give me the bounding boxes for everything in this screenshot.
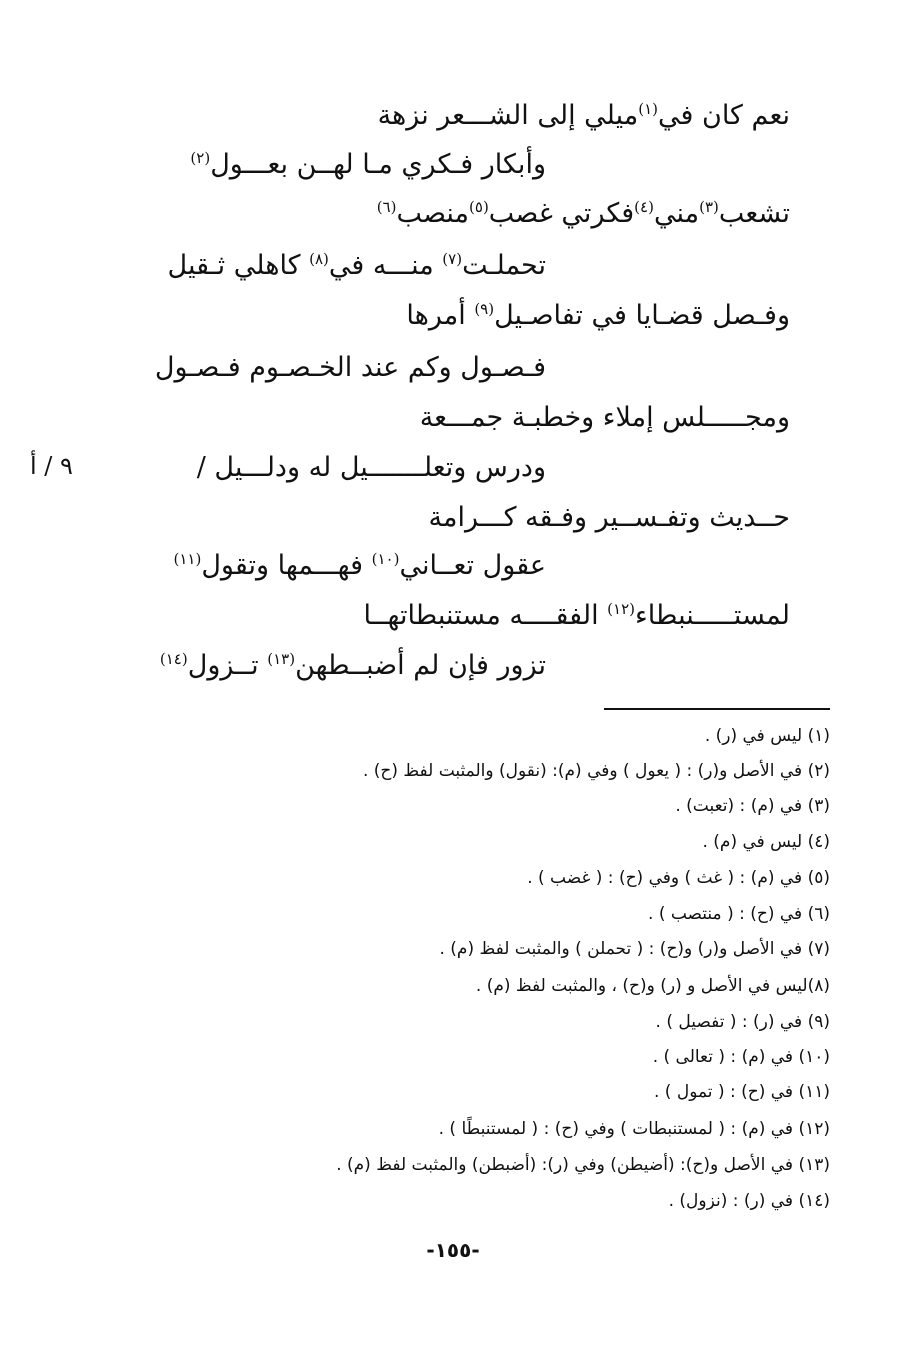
verse-text: وفـصل قضـايا في تفاصـيل <box>494 300 790 331</box>
verse-line-6 <box>155 350 546 386</box>
verse-text: وأبكار فـكري مـا لهــن بعـــول <box>210 149 546 180</box>
footnote-2: (٢) في الأصل و(ر) : ( يعول ) وفي (م): (نقول) والمثبت لفظ (ح) . <box>362 761 830 781</box>
verse-text: أمرها <box>406 300 475 331</box>
verse-text: حــديث وتفـســير وفـقه كـــرامة <box>428 502 790 533</box>
footnote-marker: (٨) <box>309 250 329 268</box>
footnote-9: (٩) في (ر) : ( تفصيل ) . <box>655 1012 830 1032</box>
footnote-marker: (١٣) <box>267 650 296 668</box>
verse-text: تــزول <box>187 650 268 681</box>
page-number: -١٥٥- <box>426 1238 480 1262</box>
footnote-10: (١٠) في (م) : ( تعالى ) . <box>652 1047 830 1067</box>
footnote-marker: (١٢) <box>607 600 635 618</box>
verse-text: فكرتي غصب <box>488 198 635 229</box>
verse-text: ودرس وتعلـــــــيل له ودلـــيل / <box>196 452 546 483</box>
verse-line-12 <box>160 648 546 684</box>
verse-text: ميلي إلى الشـــعر نزهة <box>377 100 639 131</box>
verse-text: الفقــــه مستنبطاتهــا <box>363 600 608 631</box>
footnote-13: (١٣) في الأصل و(ح): (أضيطن) وفي (ر): (أضبطن) والمثبت لفظ (م) . <box>336 1155 830 1175</box>
verse-line-10 <box>173 548 546 584</box>
verse-text: مني <box>653 198 700 229</box>
verse-text: منصب <box>396 198 470 229</box>
footnote-5: (٥) في (م) : ( غث ) وفي (ح) : ( غضب ) . <box>527 868 830 888</box>
verse-line-1 <box>378 98 790 134</box>
footnote-marker: (١) <box>638 100 658 118</box>
verse-text: تزور فإن لم أضبــطهن <box>295 650 546 681</box>
footnote-marker: (٥) <box>469 198 489 216</box>
verse-line-7 <box>420 400 790 436</box>
verse-text: ومجـــــلس إملاء وخطبـة جمـــعة <box>419 402 790 433</box>
footnote-1: (١) ليس في (ر) . <box>704 726 830 746</box>
footnote-3: (٣) في (م) : (تعبت) . <box>675 796 830 816</box>
footnote-marker: (٢) <box>190 149 211 167</box>
verse-text: عقول تعــاني <box>399 550 546 581</box>
verse-line-5 <box>406 298 790 334</box>
footnote-separator <box>604 708 830 710</box>
footnote-marker: (٤) <box>634 198 654 216</box>
footnote-marker: (٧) <box>442 250 463 268</box>
footnote-marker: (٣) <box>699 198 719 216</box>
verse-line-4 <box>168 248 547 284</box>
verse-text: كاهلي ثـقيل <box>167 250 310 281</box>
verse-text: فهـــمها وتقول <box>201 550 372 581</box>
verse-line-9 <box>429 500 790 536</box>
footnote-11: (١١) في (ح) : ( تمول ) . <box>654 1082 830 1102</box>
verse-line-11 <box>363 598 790 634</box>
verse-text: لمستـــــنبطاء <box>635 600 790 631</box>
footnote-12: (١٢) في (م) : ( لمستنبطات ) وفي (ح) : ( لمستنبطًا ) . <box>438 1119 830 1139</box>
verse-line-8 <box>197 450 546 486</box>
verse-text: تحملـت <box>462 250 546 281</box>
footnote-4: (٤) ليس في (م) . <box>702 832 830 852</box>
verse-text: تشعب <box>718 198 790 229</box>
footnote-marker: (٩) <box>474 300 495 318</box>
footnote-7: (٧) في الأصل و(ر) و(ح) : ( تحملن ) والمثبت لفظ (م) . <box>439 939 830 959</box>
footnote-marker: (١٤) <box>159 650 188 668</box>
verse-text: نعم كان في <box>658 100 790 131</box>
margin-folio-reference: ٩ / أ <box>30 452 73 480</box>
verse-text: فـصـول وكم عند الخـصـوم فـصـول <box>154 352 546 383</box>
footnote-8: (٨)ليس في الأصل و (ر) و(ح) ، والمثبت لفظ (م) . <box>475 976 830 996</box>
footnote-marker: (٦) <box>376 198 397 216</box>
footnote-marker: (١٠) <box>371 550 400 568</box>
verse-line-2 <box>190 147 546 183</box>
verse-line-3 <box>377 196 790 232</box>
footnote-marker: (١١) <box>173 550 202 568</box>
verse-text: منـــه في <box>328 250 443 281</box>
footnote-14: (١٤) في (ر) : (نزول) . <box>668 1191 830 1211</box>
footnote-6: (٦) في (ح) : ( منتصب ) . <box>648 904 830 924</box>
